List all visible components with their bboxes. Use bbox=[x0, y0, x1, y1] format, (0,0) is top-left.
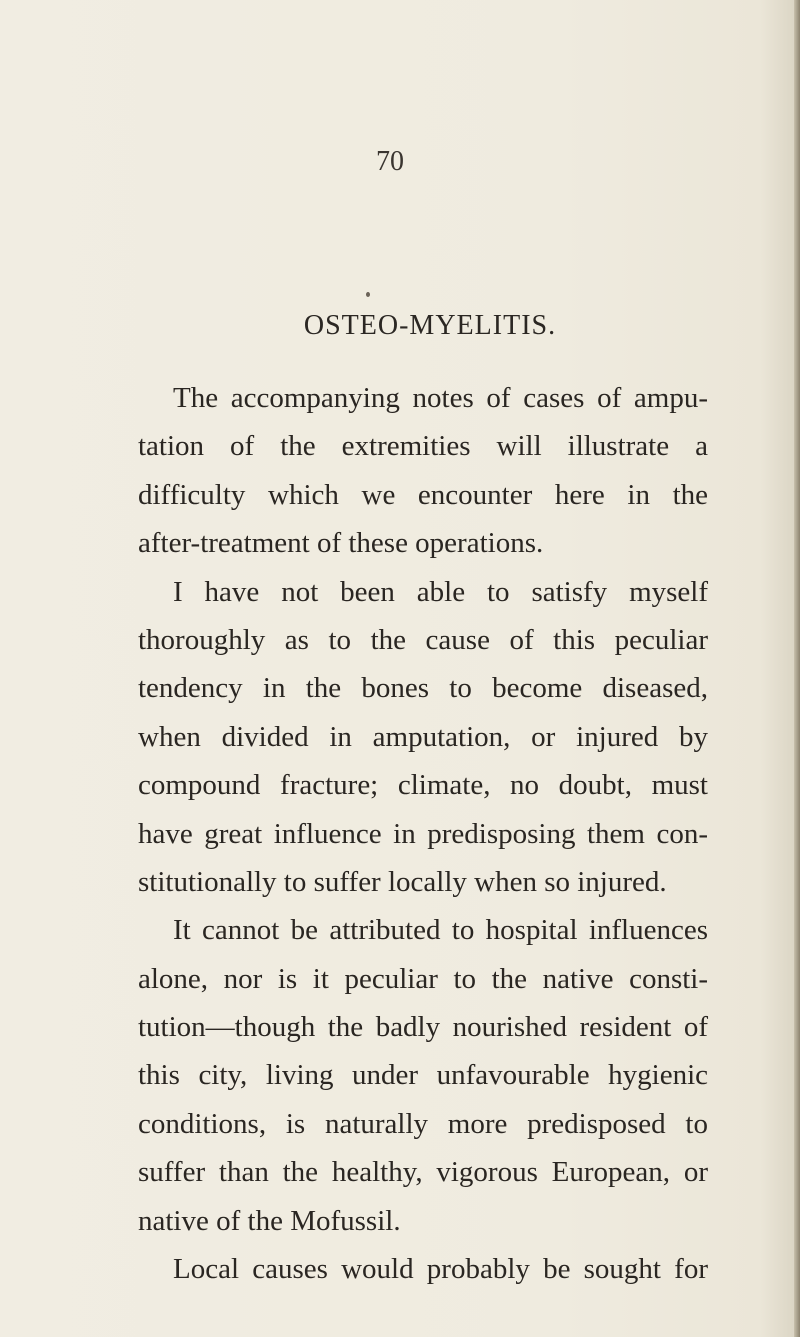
text-line: stitutionally to suffer locally when so injured. bbox=[138, 865, 667, 898]
section-heading: OSTEO-MYELITIS. bbox=[303, 310, 557, 341]
text-line: suffer than the healthy, vigorous European, or bbox=[138, 1156, 708, 1189]
text-line: tution—though the badly nourished resident of bbox=[138, 1011, 708, 1044]
text-line: tendency in the bones to become diseased, bbox=[138, 672, 708, 705]
text-line: when divided in amputation, or injured by bbox=[138, 720, 708, 753]
text-line: tation of the extremities will illustrate a bbox=[138, 430, 708, 463]
text-line: thoroughly as to the cause of this peculiar bbox=[138, 623, 708, 656]
ink-speck bbox=[366, 292, 370, 297]
text-line: The accompanying notes of cases of ampu- bbox=[173, 382, 708, 414]
page-number: 70 bbox=[376, 146, 404, 177]
text-line: compound fracture; climate, no doubt, must bbox=[138, 769, 708, 802]
text-line: native of the Mofussil. bbox=[138, 1204, 401, 1237]
text-line: difficulty which we encounter here in the bbox=[138, 478, 708, 511]
text-line: alone, nor is it peculiar to the native consti- bbox=[138, 962, 708, 995]
text-line: have great influence in predisposing them con- bbox=[138, 817, 708, 850]
text-line: It cannot be attributed to hospital influences bbox=[173, 914, 708, 947]
page-edge bbox=[794, 0, 800, 1337]
text-line: Local causes would probably be sought for bbox=[173, 1253, 708, 1286]
text-line: this city, living under unfavourable hygienic bbox=[138, 1059, 708, 1092]
text-line: after-treatment of these operations. bbox=[138, 527, 544, 560]
text-line: I have not been able to satisfy myself bbox=[173, 575, 708, 608]
text-line: conditions, is naturally more predisposed to bbox=[138, 1107, 708, 1140]
body-text bbox=[138, 374, 708, 1293]
